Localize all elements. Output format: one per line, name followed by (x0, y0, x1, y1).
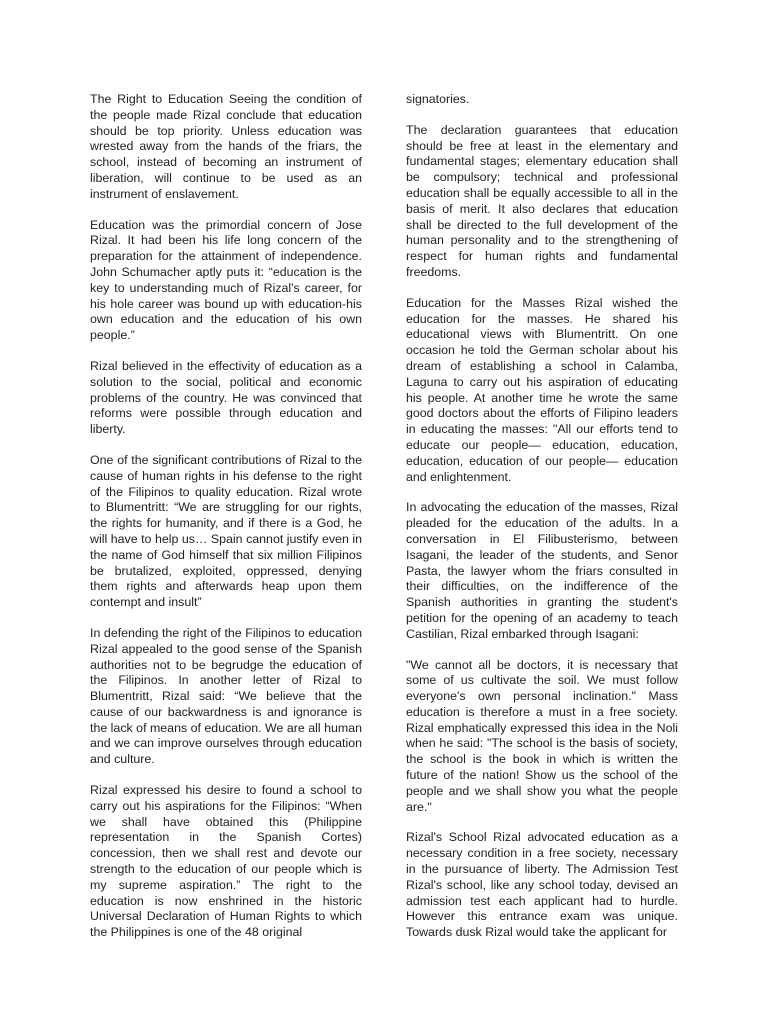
paragraph: "We cannot all be doctors, it is necessary that some of us cultivate the soil. We must follow everyone's own personal inclination." Mass education is therefore a must in a free society. Rizal emphatically expressed this idea in the Noli when he said: "The school is the basis of society, the school is the book in which is written the future of the nation! Show us the school of the people and we shall show you what the people are." (406, 657, 678, 814)
left-text-column (90, 92, 362, 941)
paragraph: Education was the primordial concern of Jose Rizal. It had been his life long concern of the preparation for the attainment of independence. John Schumacher aptly puts it: “education is the key to understanding much of Rizal's career, for his hole career was bound up with education-his own education and the education of his own people.” (90, 217, 362, 343)
paragraph: The Right to Education Seeing the condition of the people made Rizal conclude that education should be top priority. Unless education was wrested away from the hands of the friars, the school, instead of becoming an instrument of liberation, will continue to be used as an instrument of enslavement. (90, 92, 362, 201)
paragraph: One of the significant contributions of Rizal to the cause of human rights in his defense to the right of the Filipinos to quality education. Rizal wrote to Blumentritt: “We are struggling for our rights, the rights for humanity, and if there is a God, he will have to help us… Spain cannot justify even in the name of God himself that six million Filipinos be brutalized, exploited, oppressed, denying them rights and afterwards heap upon them contempt and insult” (90, 452, 362, 610)
paragraph: signatories. (406, 92, 470, 106)
paragraph: Education for the Masses Rizal wished the education for the masses. He shared his educational views with Blumentritt. On one occasion he told the German scholar about his dream of establishing a school in Calamba, Laguna to carry out his aspiration of educating his people. At another time he wrote the same good doctors about the efforts of Filipino leaders in educating the masses: "All our efforts tend to educate our people— education, education, education, education of our people— education and enlightenment. (406, 295, 678, 484)
right-text-column (406, 92, 678, 941)
paragraph: Rizal's School Rizal advocated education as a necessary condition in a free society, necessary in the pursuance of liberty. The Admission Test Rizal's school, like any school today, devised an admission test each applicant had to hurdle. However this entrance exam was unique. Towards dusk Rizal would take the applicant for (406, 830, 678, 940)
paragraph: In defending the right of the Filipinos to education Rizal appealed to the good sense of the Spanish authorities not to be begrudge the education of the Filipinos. In another letter of Rizal to Blumentritt, Rizal said: “We believe that the cause of our backwardness is and ignorance is the lack of means of education. We are all human and we can improve ourselves through education and culture. (90, 625, 362, 767)
paragraph: In advocating the education of the masses, Rizal pleaded for the education of the adults. In a conversation in El Filibusterismo, between Isagani, the leader of the students, and Senor Pasta, the lawyer whom the friars consulted in their difficulties, on the indifference of the Spanish authorities in granting the student's petition for the opening of an academy to teach Castilian, Rizal embarked through Isagani: (406, 500, 678, 641)
paragraph: Rizal expressed his desire to found a school to carry out his aspirations for the Filipinos: “When we shall have obtained this (Philippine representation in the Spanish Cortes) concession, then we shall rest and devote our strength to the education of our people which is my supreme aspiration.” The right to the education is now enshrined in the historic Universal Declaration of Human Rights to which the Philippines is one of the 48 original (90, 783, 362, 940)
paragraph: The declaration guarantees that education should be free at least in the elementary and fundamental stages; elementary education shall be compulsory; technical and professional education shall be equally accessible to all in the basis of merit. It also declares that education shall be directed to the full development of the human personality and to the strengthening of respect for human rights and fundamental freedoms. (406, 122, 678, 279)
paragraph: Rizal believed in the effectivity of education as a solution to the social, political and economic problems of the country. He was convinced that reforms were possible through education and liberty. (90, 358, 362, 437)
